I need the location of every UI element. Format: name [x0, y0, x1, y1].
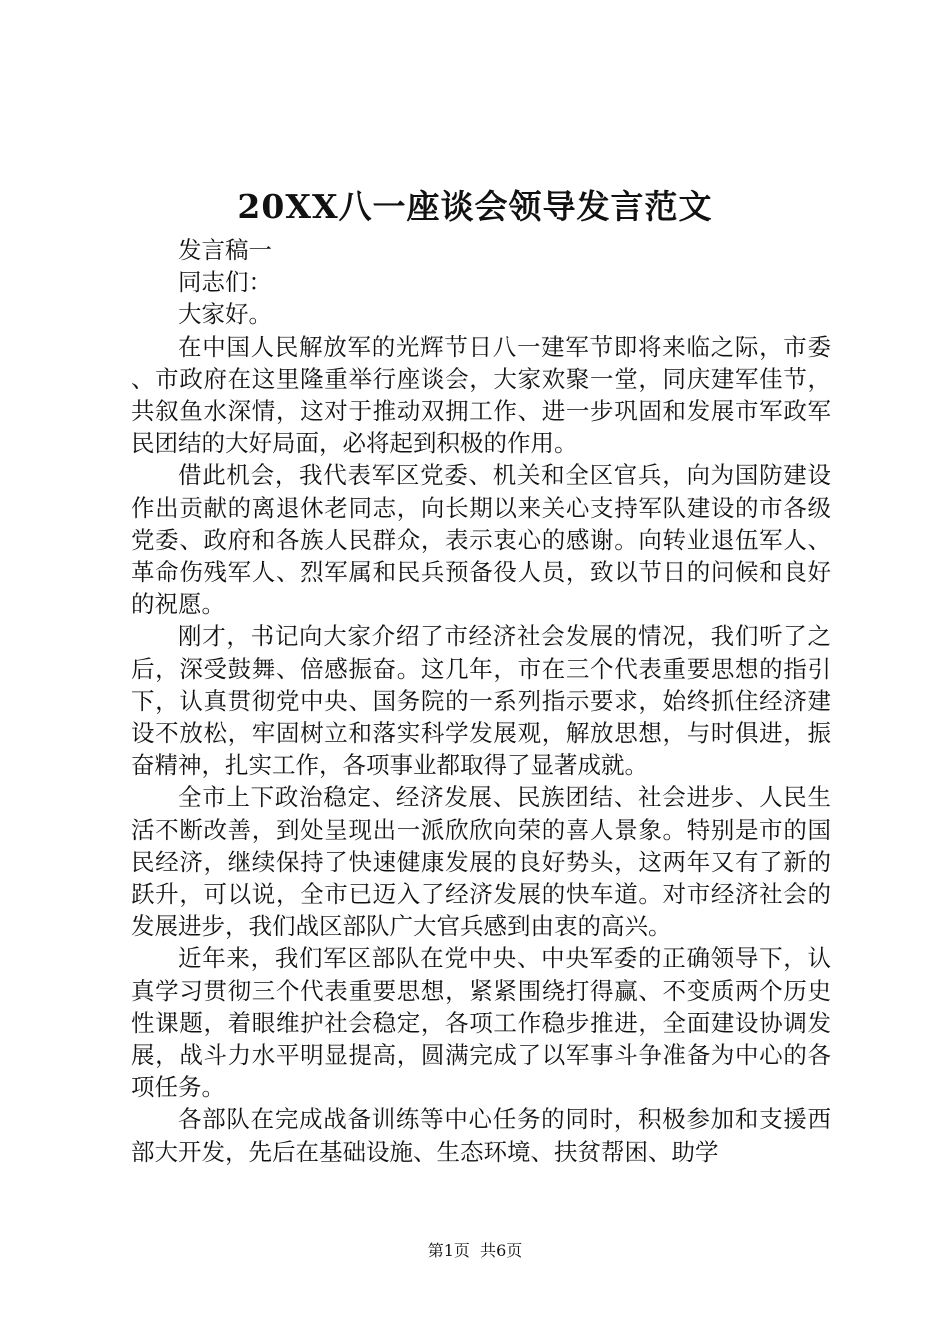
- paragraph: 借此机会，我代表军区党委、机关和全区官兵，向为国防建设作出贡献的离退休老同志，向长期以来关心支持军队建设的市各级党委、政府和各族人民群众，表示衷心的感谢。向转业退伍军人、革命伤残军人、烈军属和民兵预备役人员，致以节日的问候和良好的祝愿。: [131, 461, 831, 619]
- paragraph: 在中国人民解放军的光辉节日八一建军节即将来临之际，市委、市政府在这里隆重举行座谈会，大家欢聚一堂，同庆建军佳节，共叙鱼水深情，这对于推动双拥工作、进一步巩固和发展市军政军民团结的大好局面，必将起到积极的作用。: [131, 332, 831, 458]
- paragraph: 近年来，我们军区部队在党中央、中央军委的正确领导下，认真学习贯彻三个代表重要思想，紧紧围绕打得赢、不变质两个历史性课题，着眼维护社会稳定，各项工作稳步推进，全面建设协调发展，战斗力水平明显提高，圆满完成了以军事斗争准备为中心的各项任务。: [131, 944, 831, 1102]
- document-body: [131, 234, 831, 1168]
- page-number: 第1页: [427, 1241, 470, 1260]
- document-title: 20XX八一座谈会领导发言范文: [237, 187, 713, 226]
- page-footer: [0, 1241, 950, 1261]
- paragraph: 各部队在完成战备训练等中心任务的同时，积极参加和支援西部大开发，先后在基础设施、生态环境、扶贫帮困、助学: [131, 1105, 831, 1166]
- paragraph: 刚才，书记向大家介绍了市经济社会发展的情况，我们听了之后，深受鼓舞、倍感振奋。这几年，市在三个代表重要思想的指引下，认真贯彻党中央、国务院的一系列指示要求，始终抓住经济建设不放松，牢固树立和落实科学发展观，解放思想，与时俱进，振奋精神，扎实工作，各项事业都取得了显著成就。: [131, 622, 831, 780]
- paragraph-salutation: 同志们：: [178, 268, 272, 297]
- paragraph-heading: 发言稿一: [178, 236, 272, 264]
- paragraph-greeting: 大家好。: [178, 300, 272, 329]
- page-total: 共6页: [480, 1241, 523, 1260]
- paragraph: 全市上下政治稳定、经济发展、民族团结、社会进步、人民生活不断改善，到处呈现出一派欣欣向荣的喜人景象。特别是市的国民经济，继续保持了快速健康发展的良好势头，这两年又有了新的跃升，可以说，全市已迈入了经济发展的快车道。对市经济社会的发展进步，我们战区部队广大官兵感到由衷的高兴。: [131, 783, 831, 941]
